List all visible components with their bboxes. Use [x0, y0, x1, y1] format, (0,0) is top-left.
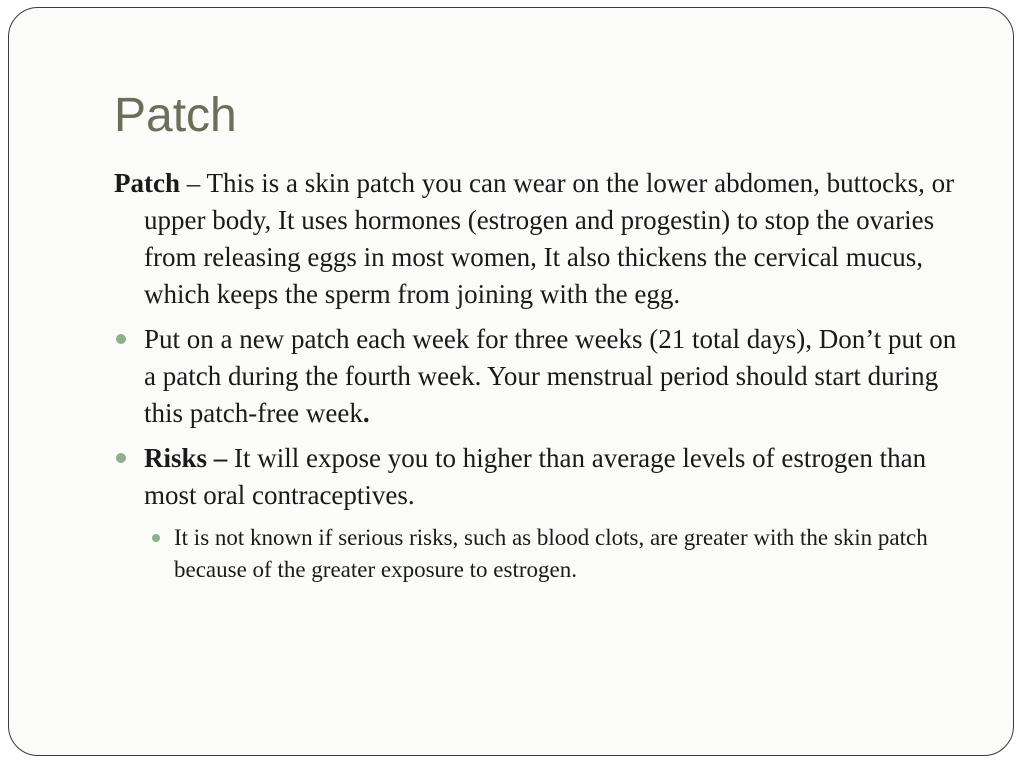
- sub-bullet-item-clot-risk: [144, 522, 964, 586]
- slide-body: [114, 165, 964, 586]
- bullet-text: Put on a new patch each week for three weeks (21 total days), Don’t put on a patch during the fourth week. Your menstrual period should start during this patch-free week: [144, 324, 957, 428]
- risks-term: Risks –: [144, 443, 228, 473]
- bullet-text: It will expose you to higher than average levels of estrogen than most oral contraceptives.: [144, 443, 927, 510]
- intro-text: This is a skin patch you can wear on the lower abdomen, buttocks, or upper body, It uses hormones (estrogen and progestin) to stop the ovaries from releasing eggs in most women, It also thickens the cervical mucus, which keeps the sperm from joining with the egg.: [144, 168, 955, 309]
- bullet-item-patch-schedule: [114, 321, 964, 432]
- slide-title: Patch: [114, 89, 237, 142]
- bullet-item-risks: [114, 440, 964, 514]
- sub-bullet-dot-icon: [152, 534, 160, 542]
- intro-dash: –: [179, 168, 207, 198]
- sub-bullet-text: It is not known if serious risks, such as blood clots, are greater with the skin patch because of the greater exposure to estrogen.: [174, 525, 928, 582]
- bullet-dot-icon: [116, 334, 126, 344]
- bullet-end-mark: .: [362, 398, 370, 428]
- bullet-dot-icon: [116, 453, 126, 463]
- intro-paragraph: [114, 165, 964, 313]
- intro-term: Patch: [114, 168, 180, 198]
